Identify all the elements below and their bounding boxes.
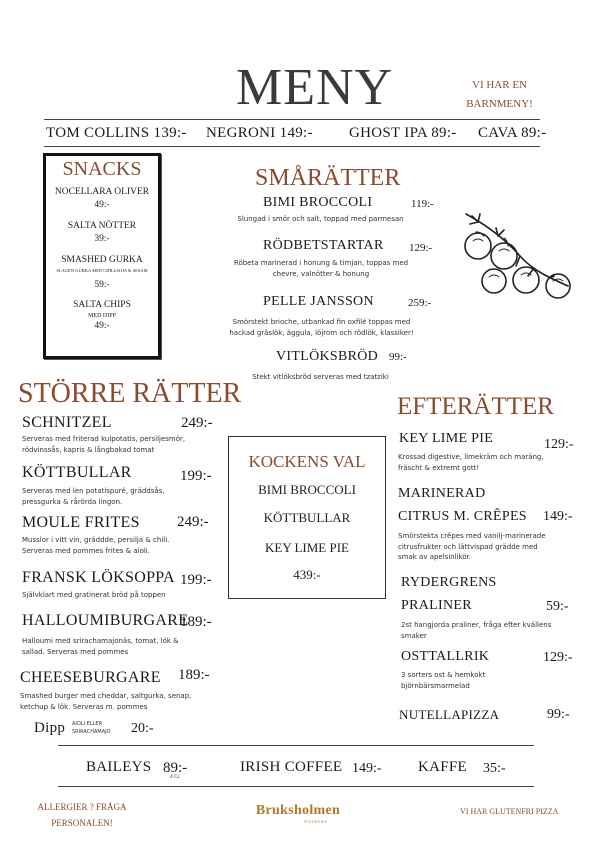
dipp-name: Dipp [34,720,66,736]
gluten-note: VI HAR GLUTENFRI PIZZA [460,807,559,816]
storre-item-desc: Självklart med gratinerat bröd på toppen [22,591,166,599]
logo-text: Bruksholmen [255,803,341,818]
efteratter-item-price: 59:- [546,599,569,614]
storre-item-price: 199:- [180,572,212,588]
drink-baileys-sub: 4 CL [170,775,180,780]
allergy-note: ALLERGIER ? FRÅGA PERSONALEN! [37,802,127,828]
kockens-item: KÖTTBULLAR [263,510,351,525]
efteratter-item-desc: Smörstekta crêpes med vanilj-marinerade citrusfrukter och lättvispad grädde med smak av apelsinlikör. [398,532,546,561]
efteratter-item-desc: 2st hangjorda praliner, fråga efter kvällens smaker [401,621,552,640]
smaratter-item-desc: Slungad i smör och salt, toppad med parmesan [237,215,404,223]
efteratter-item-name: MARINERAD [398,486,486,501]
efteratter-item-name: KEY LIME PIE [399,431,494,446]
storre-item-desc: Smashed burger med cheddar, saltgurka, senap, ketchup & lök. Serveras m. pommes [20,692,192,711]
drink-ghost-ipa: GHOST IPA 89:- [349,125,457,141]
storre-title: STÖRRE RÄTTER [18,378,242,409]
smaratter-item-name: VITLÖKSBRÖD [276,349,379,364]
storre-item-price: 199:- [180,468,212,484]
storre-item-price: 189:- [180,614,212,630]
efteratter-item-price: 99:- [547,707,570,722]
smaratter-item-price: 99:- [389,351,407,363]
logo [246,803,350,824]
storre-item-price: 249:- [181,415,213,431]
dipp-price: 20:- [131,721,154,736]
smaratter-item-price: 259:- [408,297,432,309]
efteratter-item-name: RYDERGRENS [401,575,497,590]
storre-item-name: CHEESEBURGARE [20,669,161,686]
list-item: SALTA CHIPS MED DIPP 49:- [73,300,131,331]
efteratter-item-desc: Krossad digestive, limekräm och maräng, fräscht & extremt gott! [398,453,544,472]
efteratter-item-name: PRALINER [401,598,472,613]
kockens-item: KEY LIME PIE [264,540,349,555]
page-title: MENY [236,59,394,116]
drink-negroni: NEGRONI 149:- [206,125,313,141]
drink-irish-coffee: IRISH COFFEE [240,759,343,775]
dipp-sub: AIOLI ELLER SRIRACHAMAJO [72,721,111,735]
storre-item-name: SCHNITZEL [22,414,112,431]
storre-item-price: 189:- [178,667,210,683]
smaratter-item-desc: Stekt vitlöksbröd serveras med tzatziki [252,373,389,381]
smaratter-item-desc: Röbeta marinerad i honung & timjan, toppas med chevre, valnötter & honung [233,259,409,278]
tomato-vine-icon [458,206,576,302]
drink-kaffe: KAFFE [418,759,468,775]
kockens-title: KOCKENS VAL [248,452,366,471]
efteratter-title: EFTERÄTTER [397,393,554,420]
storre-item-name: FRANSK LÖKSOPPA [22,569,175,586]
efteratter-item-name: OSTTALLRIK [401,649,490,664]
smaratter-item-name: BIMI BROCCOLI [263,195,373,210]
drink-irish-coffee-price: 149:- [352,761,382,776]
kids-note-line: VI HAR EN [472,79,527,91]
kids-note [462,76,537,114]
divider [58,745,534,746]
storre-item-name: KÖTTBULLAR [22,464,132,481]
storre-item-desc: Musslor i vitt vin, gräddde, persilja & chili. Serveras med pommes frites & aioli. [22,536,170,555]
smaratter-item-name: PELLE JANSSON [263,294,374,309]
storre-item-desc: Serveras med friterad kulpotatis, persiljesmör, rödvinssås, kapris & långbakad tomat [22,435,186,454]
efteratter-item-desc: 3 sorters ost & hemkokt björnbärsmarmelad [401,671,486,690]
storre-item-desc: Halloumi med srirachamajonäs, tomat, lök & sallad. Serveras med pommes [22,637,179,656]
drink-baileys: BAILEYS [86,759,152,775]
storre-item-name: HALLOUMIBURGARE [22,612,189,629]
list-item: SALTA NÖTTER 39:- [67,221,137,244]
kids-note-line: BARNMENY! [466,98,533,110]
drink-tom-collins: TOM COLLINS 139:- [46,125,187,141]
smaratter-item-price: 119:- [411,198,434,210]
drink-cava: CAVA 89:- [478,125,547,141]
kockens-item: BIMI BROCCOLI [258,482,356,497]
storre-item-desc: Serveras med len potatispuré, gräddsås, pressgurka & rårörda lingon. [22,487,165,506]
drink-baileys-price: 89:- [163,760,188,776]
efteratter-item-name: CITRUS M. CRÊPES [398,509,527,524]
snacks-title: SNACKS [62,158,142,180]
smaratter-item-price: 129:- [409,242,433,254]
list-item: NOCELLARA OLIVER 49:- [54,187,150,210]
storre-item-name: MOULE FRITES [22,514,140,531]
storre-item-price: 249:- [177,514,209,530]
efteratter-item-name: NUTELLAPIZZA [399,707,500,722]
efteratter-item-price: 129:- [544,437,574,452]
drink-kaffe-price: 35:- [483,761,506,776]
smaratter-title: SMÅRÄTTER [255,165,401,191]
divider [44,119,540,120]
smaratter-item-name: RÖDBETSTARTAR [263,238,384,253]
divider [58,786,534,787]
efteratter-item-price: 149:- [543,509,573,524]
smaratter-item-desc: Smörstekt brioche, utbankad fin oxfilé toppas med hackad gräslök, äggula, löjrom och rödlök, klassiker! [229,318,414,337]
snacks-list [43,186,161,333]
kockens-price: 439:- [293,567,321,582]
logo-subtext: Forsnäs [304,819,328,824]
efteratter-item-price: 129:- [543,650,573,665]
list-item: SMASHED GURKA SLAGEN GURKA MED CHILI,SOJA & SESAM 59:- [56,255,148,290]
divider [44,146,540,147]
